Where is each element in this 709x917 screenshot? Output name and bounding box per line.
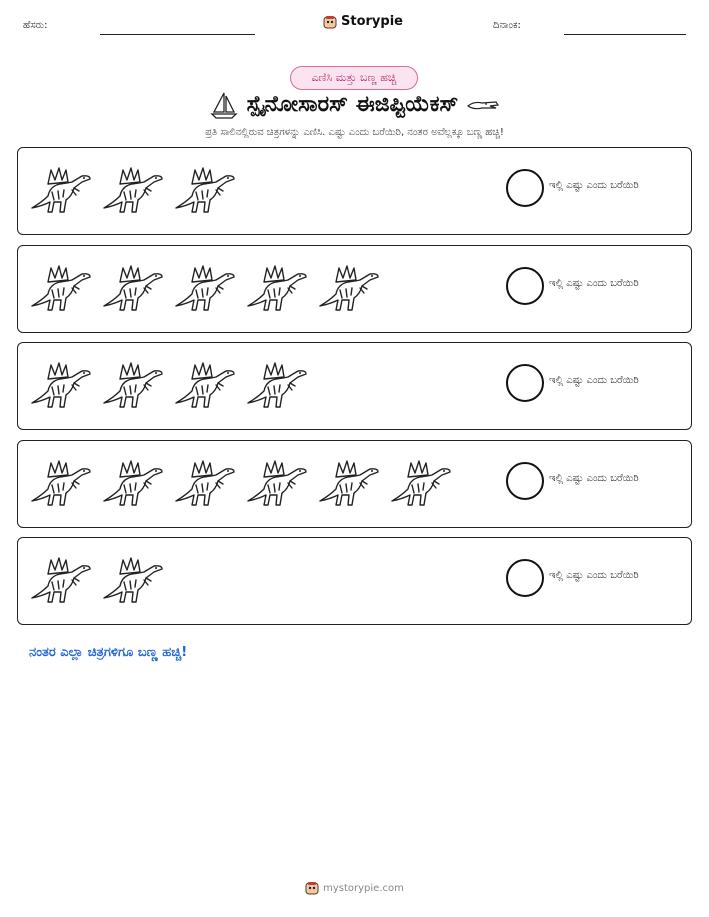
- brand-name: Storypie: [341, 14, 403, 29]
- name-label: ಹೆಸರು:: [23, 20, 48, 31]
- dino-group: [28, 455, 452, 513]
- answer-hint: ಇಲ್ಲಿ ಎಷ್ಟು ಎಂದು ಬರೆಯಿರಿ: [549, 180, 639, 191]
- spinosaurus-icon: [100, 552, 164, 608]
- spinosaurus-icon: [172, 357, 236, 413]
- answer-hint: ಇಲ್ಲಿ ಎಷ್ಟು ಎಂದು ಬರೆಯಿರಿ: [549, 570, 639, 581]
- spinosaurus-icon: [28, 162, 92, 218]
- spinosaurus-icon: [316, 260, 380, 316]
- dino-group: [28, 552, 164, 610]
- page-title: [0, 90, 709, 120]
- activity-badge: ಎಣಿಸಿ ಮತ್ತು ಬಣ್ಣ ಹಚ್ಚಿ: [290, 66, 418, 90]
- answer-circle[interactable]: [506, 559, 544, 597]
- answer-hint: ಇಲ್ಲಿ ಎಷ್ಟು ಎಂದು ಬರೆಯಿರಿ: [549, 472, 639, 484]
- answer-hint: ಇಲ್ಲಿ ಎಷ್ಟು ಎಂದು ಬರೆಯಿರಿ: [549, 277, 639, 289]
- name-line[interactable]: [100, 34, 255, 35]
- dino-group: [28, 260, 380, 318]
- count-row: [17, 537, 692, 625]
- crocodile-icon: [466, 97, 500, 113]
- count-row: [17, 342, 692, 430]
- count-row: [17, 147, 692, 235]
- footer: [0, 881, 709, 895]
- spinosaurus-icon: [28, 552, 92, 608]
- answer-hint: ಇಲ್ಲಿ ಎಷ್ಟು ಎಂದು ಬರೆಯಿರಿ: [549, 375, 639, 386]
- answer-circle[interactable]: [506, 267, 544, 305]
- spinosaurus-icon: [172, 455, 236, 511]
- spinosaurus-icon: [244, 357, 308, 413]
- footer-url: mystorypie.com: [323, 882, 404, 894]
- storypie-footer-logo-icon: [305, 881, 319, 895]
- spinosaurus-icon: [28, 455, 92, 511]
- answer-circle[interactable]: [506, 169, 544, 207]
- title-text: ಸ್ಪೈನೋಸಾರಸ್ ಈಜಿಪ್ಟಿಯೆಕಸ್: [246, 92, 459, 117]
- spinosaurus-icon: [28, 260, 92, 316]
- date-label: ದಿನಾಂಕ:: [493, 20, 521, 31]
- footnote: ನಂತರ ಎಲ್ಲಾ ಚಿತ್ರಗಳಿಗೂ ಬಣ್ಣ ಹಚ್ಚಿ!: [29, 645, 188, 660]
- count-row: [17, 440, 692, 528]
- spinosaurus-icon: [244, 260, 308, 316]
- spinosaurus-icon: [388, 455, 452, 511]
- count-row: [17, 245, 692, 333]
- date-line[interactable]: [564, 34, 686, 35]
- spinosaurus-icon: [100, 455, 164, 511]
- dino-group: [28, 162, 236, 220]
- spinosaurus-icon: [316, 455, 380, 511]
- dino-group: [28, 357, 308, 415]
- spinosaurus-icon: [28, 357, 92, 413]
- header: [0, 14, 709, 40]
- brand: [323, 14, 403, 29]
- answer-circle[interactable]: [506, 364, 544, 402]
- storypie-logo-icon: [323, 15, 337, 29]
- spinosaurus-icon: [100, 357, 164, 413]
- sailboat-icon: [209, 90, 239, 120]
- answer-circle[interactable]: [506, 462, 544, 500]
- instructions: ಪ್ರತಿ ಸಾಲಿನಲ್ಲಿರುವ ಚಿತ್ರಗಳನ್ನು ಎಣಿಸಿ. ಎಷ್ಟು ಎಂದು ಬರೆಯಿರಿ, ನಂತರ ಅವೆಲ್ಲಕ್ಕೂ ಬಣ್ಣ ಹಚ್ಚಿ!: [205, 127, 504, 138]
- spinosaurus-icon: [100, 162, 164, 218]
- spinosaurus-icon: [172, 162, 236, 218]
- spinosaurus-icon: [100, 260, 164, 316]
- spinosaurus-icon: [172, 260, 236, 316]
- spinosaurus-icon: [244, 455, 308, 511]
